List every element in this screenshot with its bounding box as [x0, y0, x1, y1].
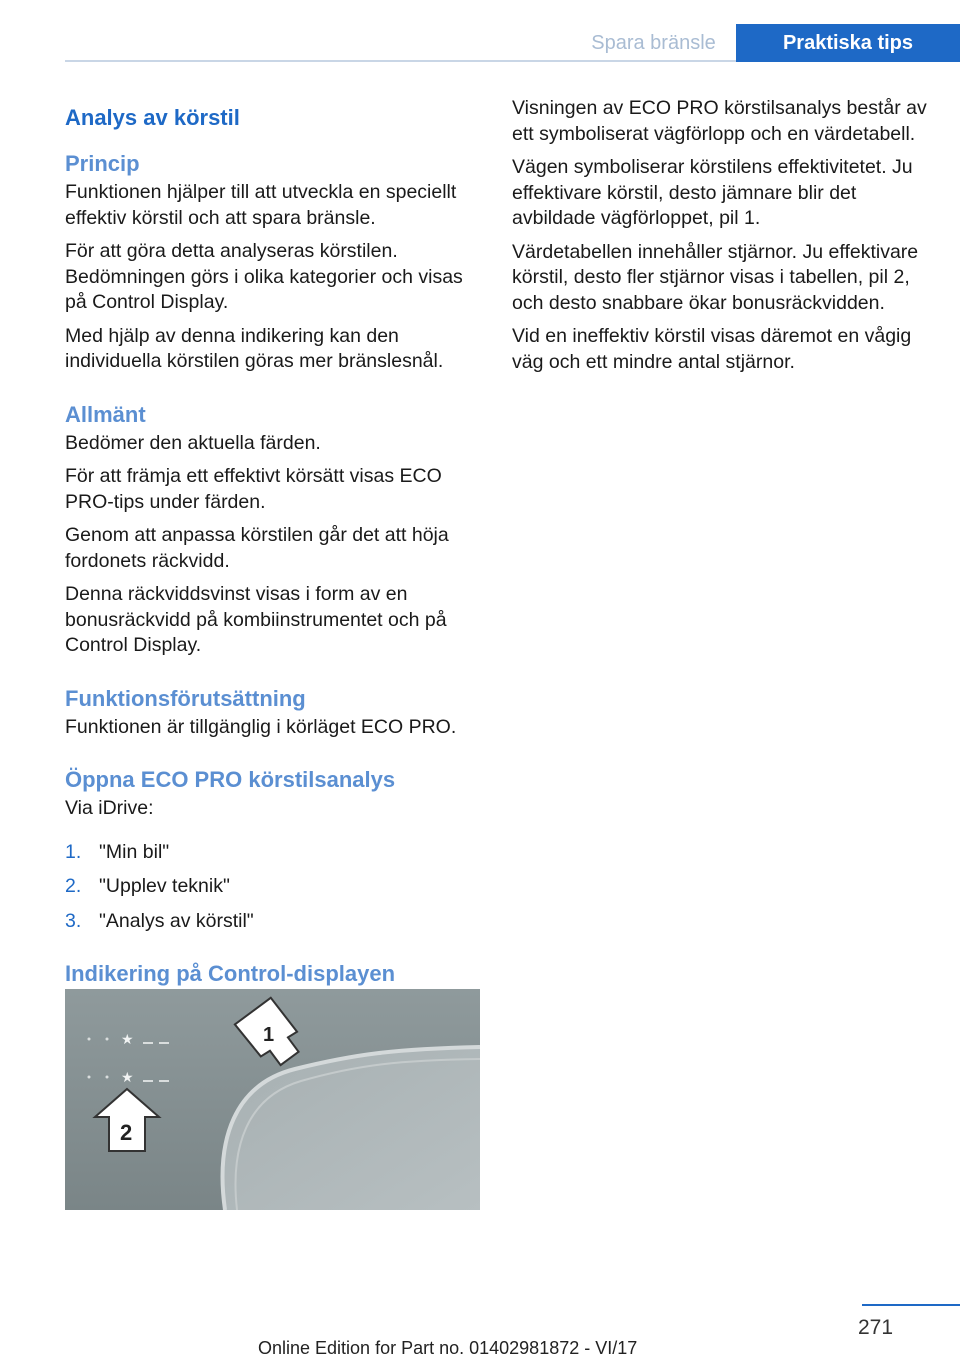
paragraph: För att göra detta analyseras körstilen. Bedömningen görs i olika kategorier och visas på Control Display.: [65, 240, 463, 313]
paragraph: Visningen av ECO PRO körstilsanalys består av ett symboliserat vägförlopp och en värdetabell.: [512, 97, 927, 145]
dash-icon: [159, 1080, 169, 1082]
step-text: "Analys av körstil": [99, 909, 254, 932]
footer-rule: [862, 1304, 960, 1306]
section-principle: [65, 150, 485, 375]
paragraph: Med hjälp av denna indikering kan den individuella körstilen göras mer bränslesnål.: [65, 324, 444, 372]
section-general: [65, 401, 485, 659]
paragraph: Värdetabellen innehåller stjärnor. Ju effektivare körstil, desto fler stjärnor visas i tabellen, pil 2, och desto snabbare ökar bonusräckvidden.: [512, 240, 919, 314]
paragraph: Funktionen hjälper till att utveckla en speciellt effektiv körstil och att spara bränsle.: [65, 181, 457, 229]
arrow-2-label: 2: [120, 1120, 133, 1145]
section-heading: Funktionsförutsättning: [65, 685, 306, 711]
section-heading: Indikering på Control-displayen: [65, 961, 396, 986]
tab-praktiska-tips[interactable]: Praktiska tips: [736, 24, 960, 62]
paragraph: För att främja ett effektivt körsätt visas ECO PRO-tips under färden.: [65, 465, 442, 513]
section-requirement: [65, 685, 485, 741]
dash-icon: [143, 1042, 153, 1044]
right-column: [512, 96, 932, 383]
page-title: Analys av körstil: [65, 105, 240, 130]
paragraph: Genom att anpassa körstilen går det att höja fordonets räckvidd.: [65, 524, 449, 572]
eco-pro-display-figure: [65, 989, 480, 1210]
section-display: [65, 960, 485, 988]
dot-icon: [88, 1038, 91, 1041]
edition-note: Online Edition for Part no. 01402981872 - VI/17: [258, 1338, 638, 1358]
left-column: [65, 96, 485, 990]
step-number: 2.: [65, 875, 82, 897]
section-open: [65, 766, 485, 934]
dash-icon: [159, 1042, 169, 1044]
step-text: "Upplev teknik": [99, 875, 230, 897]
paragraph: Bedömer den aktuella färden.: [65, 431, 321, 454]
section-heading: Öppna ECO PRO körstilsanalys: [65, 767, 396, 792]
dot-icon: [106, 1076, 109, 1079]
page-number: 271: [858, 1316, 894, 1339]
section-heading: Allmänt: [65, 401, 146, 427]
dash-icon: [143, 1080, 153, 1082]
paragraph: Vägen symboliserar körstilens effektivitetet. Ju effektivare körstil, desto jämnare blir det avbildade vägförloppet, pil 1.: [512, 156, 913, 229]
list-item: [65, 874, 485, 900]
star-icon: ★: [121, 1070, 134, 1086]
step-text: "Min bil": [99, 840, 170, 863]
paragraph: Vid en ineffektiv körstil visas däremot en vågig väg och ett mindre antal stjärnor.: [512, 325, 912, 373]
list-item: [65, 840, 485, 866]
star-icon: ★: [121, 1032, 134, 1048]
paragraph: Via iDrive:: [65, 797, 154, 819]
tab-spara-bransle[interactable]: Spara bränsle: [591, 32, 716, 54]
paragraph: Denna räckviddsvinst visas i form av en bonusräckvidd på kombiinstrumentet och på Control Display.: [65, 583, 447, 656]
dot-icon: [106, 1038, 109, 1041]
list-item: [65, 909, 485, 935]
step-number: 3.: [65, 909, 82, 932]
dot-icon: [88, 1076, 91, 1079]
paragraph: Funktionen är tillgänglig i körläget ECO PRO.: [65, 715, 457, 738]
step-number: 1.: [65, 840, 82, 863]
section-heading: Princip: [65, 151, 140, 176]
arrow-1-label: 1: [263, 1024, 275, 1046]
steps-list: [65, 840, 485, 935]
